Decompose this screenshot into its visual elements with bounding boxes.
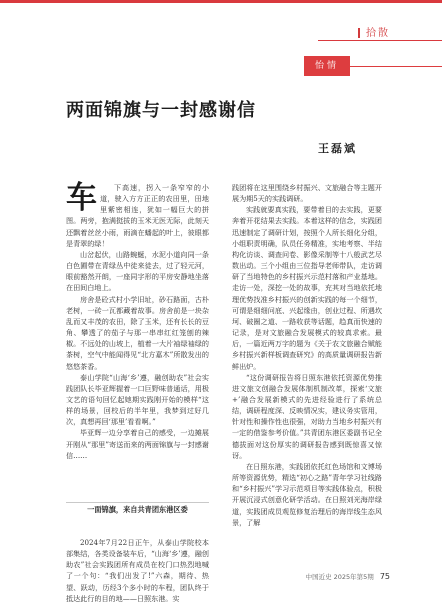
paragraph: 泰山学院“山海‘乡’遵，融创助农”社会实践团队长毕亚辉握着一口巨野味普通话，用极文艺的语句回忆起她期实践刚开始的模样“这样的场景，回校后的半年里，我梦到过好几次，真想再回‘那里’看看啊。” (66, 372, 209, 427)
section-label (358, 24, 390, 39)
drop-cap: 车 (66, 180, 97, 216)
paragraph: 践团将在这里围绕乡村振兴、文旅融合等主题开展为期5天的实践调研。 (232, 183, 382, 204)
paragraph: “这份调研报告将日照东港依托资源优势推进文旅文创融合发展体制机制改革，探索‘文旅+’融合发展新模式的先进经验进行了系统总结，调研程度深、反映情况实，建议务实管用，针对性和操作性也很强，对助力当地乡村振兴有一定的借鉴参考价值。”共青团东港区委副书记全德拔面对这份厚实的调研报告感到既惊喜又惊讶。 (232, 372, 382, 460)
category-rule (350, 66, 442, 67)
subhead: 一面锦旗，来自共青团东港区委 (87, 505, 188, 514)
paragraph: 在日照东港，实践团依托红色场馆和文博场所等资源优势，精选“初心之路”青年学习社线路和“乡村振兴”学习示范项目等实践体验点，积极开展沉浸式创意化研学活动。在日照刘光海岸绿道，实践团成员观览修复治理后的海岸线生态风景，了解 (232, 461, 382, 527)
paragraph (66, 182, 209, 249)
header-divider (318, 40, 442, 41)
top-accent-rule (0, 0, 442, 3)
category-tag: 怡情 (304, 56, 350, 76)
article-title: 两面锦旗与一封感谢信 (66, 100, 256, 121)
subhead-block (66, 496, 209, 522)
section-bar-icon (358, 28, 360, 38)
journal-name: 中国近史 2025年第5期 (305, 573, 374, 581)
page-footer (306, 572, 390, 581)
paragraph: 房舍是砼式村小学旧址，砂石路面，古朴老树，一砖一瓦都藏着故事。房舍前是一块杂乱而又丰茂的农田，除了玉米，还有长长的豆角、攀透了的茄子与那一串串红红笼刨的辣椒。不远处的山坡上，植着一大片袖绿袖绿的茶树，空气中能闻得见“北方嘉木”所散发出的悠悠茶香。 (66, 294, 209, 371)
article-author: 王磊斌 (318, 142, 357, 155)
paragraph: 实践就要真实践，要带着目的去实践，更要奔着开花结果去实践。本着这样的信念，实践团迅速制定了调研计划，按照个人所长细化分组，小组职责明确，队员任务精准，实地考察、半结构化访谈、调查问卷、影像采制等十八般武艺尽数出动。三个小组由三位指导老师带队，走访调研了当地特色的乡村振兴示范村落和产业基地。走访一处，深挖一处的故事，充其对当地依托地理优势找准乡村振兴的创新实践的每一个细节，可谓是细细问底、兴起缘由，创业过程、所遇坎坷、破圈之道、一路收获等话题，趋真而快速的记录，是对文旅融合发展模式的较真求索。最后，一篇近两万字的题为《关于农文旅融合赋能乡村振兴新样板调查研究》的高质量调研报告新鲜出炉。 (232, 205, 382, 371)
section-label-text: 拾散 (366, 28, 390, 39)
paragraph: 2024年7月22日正午，从泰山学院校本部集结，各类设备装车后，“山海‘乡’遵，融创助农”社会实践团所有成员在校门口热烈地喊了一个句：“我们出发了!”六森，期待、热望、跃动，历经3个多小时的车程，团队终于抵达此行的目的地——日照东港。实 (66, 538, 209, 603)
paragraph: 山岔起伏，山路蜿蜒，水泥小道向同一条白色圃带在青绿丛中徒来徒去，过了轻元河，眼前豁然开朗，一座同字形的平房安静地坐落在田间白地上。 (66, 249, 209, 293)
page-number: 75 (379, 572, 390, 581)
paragraph: 毕亚辉一边分享着自己的感受，一边摊展开刚从“那里”寄送而来的两面锦旗与一封感谢信…… (66, 428, 209, 460)
left-column (66, 182, 209, 461)
paragraph-text: 下高速，拐入一条窄窄的小道，驶入方方正正的农田里，田地里紫密相连，犹如一幅巨大的拼图。两旁，抱满挺拔的玉米无医无际，此刻天还飘着丝丝小雨，雨滴在蟠起的叶上，彼眼都是青翠的绿！ (66, 183, 209, 248)
left-column-bottom (66, 537, 209, 604)
subhead-rule (66, 502, 209, 503)
right-column (232, 182, 382, 528)
